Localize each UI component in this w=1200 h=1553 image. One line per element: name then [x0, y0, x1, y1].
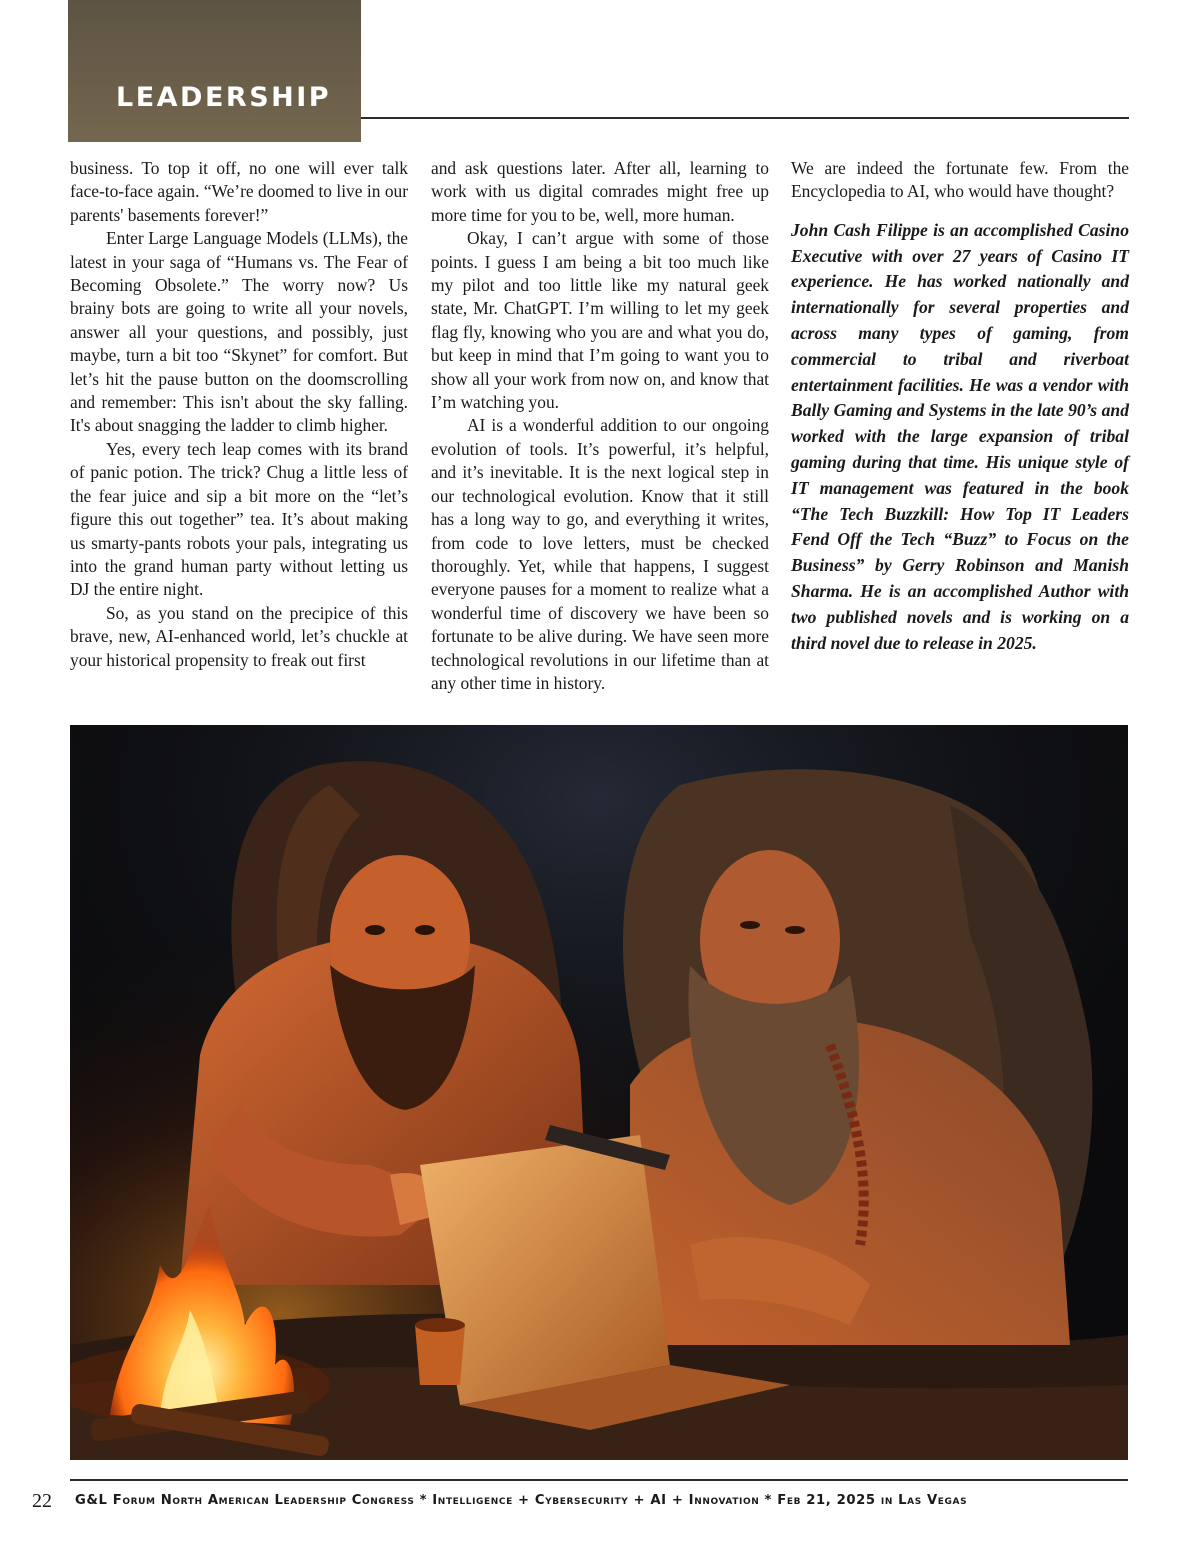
article-column-3 [791, 157, 1129, 656]
section-label: LEADERSHIP [116, 82, 332, 113]
paragraph: and ask questions later. After all, learning to work with us digital comrades might free up more time for you to be, well, more human. [431, 158, 769, 225]
article-column-1 [70, 157, 408, 672]
page-number: 22 [32, 1490, 52, 1512]
footer-running-title: G&L Forum North American Leadership Congress * Intelligence + Cybersecurity + AI + Innovation * Feb 21, 2025 in Las Vegas [75, 1493, 968, 1508]
paragraph: We are indeed the fortunate few. From the Encyclopedia to AI, who would have thought? [791, 158, 1129, 202]
author-bio: John Cash Filippe is an accomplished Casino Executive with over 27 years of Casino IT experience. He has worked nationally and internationally for several properties and across many types of gaming, from commercial to tribal and riverboat entertainment facilities. He was a vendor with Bally Gaming and Systems in the late 90’s and worked with the large expansion of tribal gaming during that time. His unique style of IT management was featured in the book “The Tech Buzzkill: How Top IT Leaders Fend Off the Tech “Buzz” to Focus on the Business” by Gerry Robinson and Manish Sharma. He is an accomplished Author with two published novels and is working on a third novel due to release in 2025. [791, 219, 1129, 653]
paragraph: Okay, I can’t argue with some of those points. I guess I am being a bit too much like my pilot and too little like my natural geek state, Mr. ChatGPT. I’m willing to let my geek flag fly, knowing who you are and what you do, but keep in mind that I’m going to want you to show all your work from now on, and know that I’m watching you. [431, 228, 769, 413]
paragraph: Yes, every tech leap comes with its brand of panic potion. The trick? Chug a little less of the fear juice and sip a bit more on the “let’s figure this out together” tea. It’s about making us smarty-pants robots your pals, integrating us into the grand human party without letting us DJ the entire night. [70, 438, 408, 600]
header-rule [361, 117, 1129, 119]
article-illustration [70, 725, 1128, 1460]
paragraph: Enter Large Language Models (LLMs), the latest in your saga of “Humans vs. The Fear of Becoming Obsolete.” The worry now? Us brainy bots are going to write all your novels, answer all your questions, and possibly, just maybe, turn a bit too “Skynet” for comfort. But let’s hit the pause button on the doomscrolling and remember: This isn't about the sky falling. It's about snagging the ladder to climb higher. [70, 228, 408, 436]
paragraph: AI is a wonderful addition to our ongoing evolution of tools. It’s powerful, it’s helpful, and it’s inevitable. It is the next logical step in our technological evolution. Know that it still has a long way to go, and everything it writes, from code to love letters, must be checked thoroughly. Yet, while that happens, I suggest everyone pauses for a moment to realize what a wonderful time of discovery we have been so fortunate to be alive during. We have seen more technological revolutions in our lifetime than at any other time in history. [431, 415, 769, 693]
footer-rule [70, 1479, 1128, 1481]
section-header-tab [68, 0, 361, 142]
paragraph: So, as you stand on the precipice of this brave, new, AI-enhanced world, let’s chuckle at your historical propensity to freak out first [70, 602, 408, 670]
paragraph: business. To top it off, no one will ever talk face-to-face again. “We’re doomed to live in our parents' basements forever!” [70, 158, 408, 225]
article-column-2 [431, 157, 769, 695]
cavemen-laptop-illustration [70, 725, 1128, 1460]
